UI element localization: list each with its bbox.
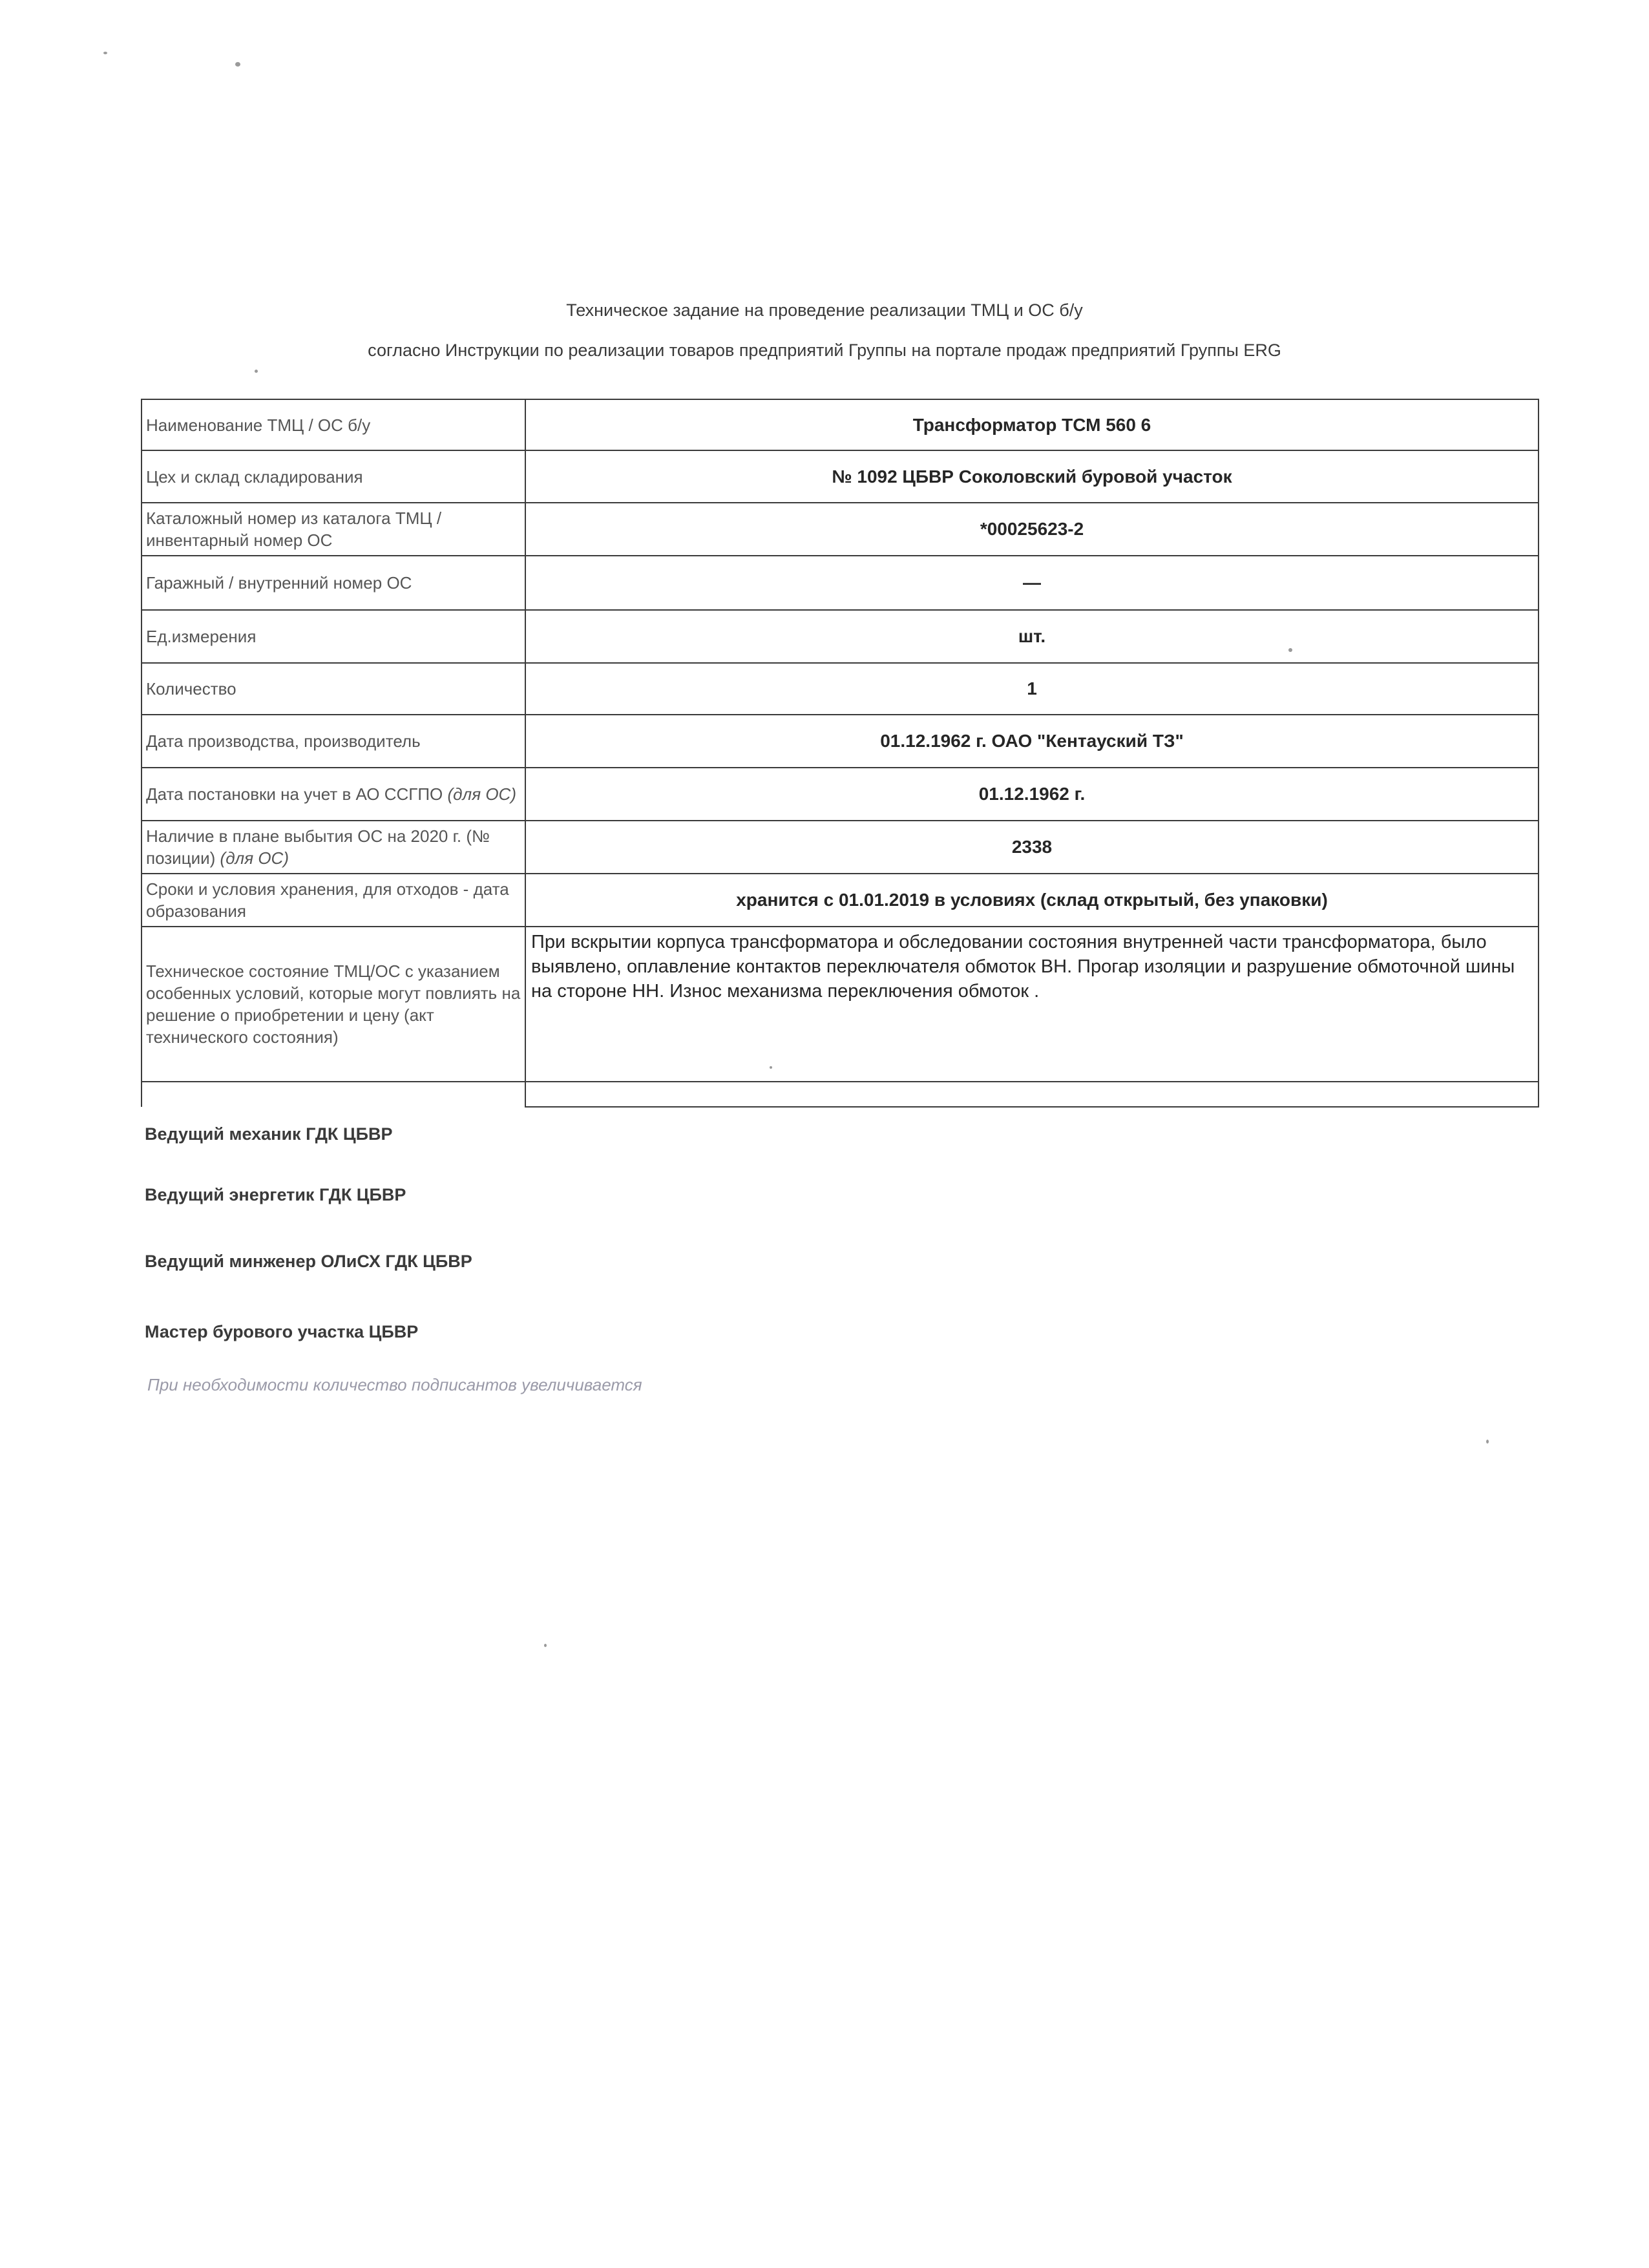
- row-value-storage: № 1092 ЦБВР Соколовский буровой участок: [525, 450, 1539, 503]
- table-row: [142, 503, 1539, 556]
- row-label-manufacture: Дата производства, производитель: [142, 715, 525, 768]
- table-row: [142, 556, 1539, 610]
- table-row: [142, 1082, 1539, 1107]
- row-label-unit: Ед.измерения: [142, 610, 525, 663]
- row-value-registration-date: 01.12.1962 г.: [525, 768, 1539, 821]
- row-value-disposal-plan: 2338: [525, 821, 1539, 874]
- label-text: Наличие в плане выбытия ОС на 2020 г. (№ позиции): [146, 826, 490, 868]
- footnote: При необходимости количество подписантов увеличивается: [147, 1375, 642, 1394]
- row-value-unit: шт.: [525, 610, 1539, 663]
- row-label-garage-number: Гаражный / внутренний номер ОС: [142, 556, 525, 610]
- scan-speck: [235, 62, 240, 67]
- item-info-table: [141, 399, 1539, 1108]
- signatory-power-engineer: Ведущий энергетик ГДК ЦБВР: [145, 1185, 406, 1204]
- table-row: [142, 927, 1539, 1082]
- row-value-item-name: Трансформатор ТСМ 560 6: [525, 399, 1539, 450]
- table-row: [142, 715, 1539, 768]
- row-label-disposal-plan: [142, 821, 525, 874]
- row-label-tech-condition: Техническое состояние ТМЦ/ОС с указанием особенных условий, которые могут повлиять на решение о приобретении и цену (акт технического состояния): [142, 927, 525, 1082]
- scan-speck: [1486, 1440, 1489, 1444]
- row-label-storage: Цех и склад складирования: [142, 450, 525, 503]
- table-row: [142, 450, 1539, 503]
- label-note: (для ОС): [447, 784, 516, 804]
- scan-speck: [255, 370, 258, 373]
- table-row: [142, 874, 1539, 927]
- scan-speck: [103, 52, 107, 54]
- document-title: Техническое задание на проведение реализации ТМЦ и ОС б/у: [566, 300, 1083, 320]
- row-value-quantity: 1: [525, 663, 1539, 715]
- row-value-garage-number: —: [525, 556, 1539, 610]
- row-label-storage-terms: Сроки и условия хранения, для отходов - дата образования: [142, 874, 525, 927]
- document-subtitle: согласно Инструкции по реализации товаров предприятий Группы на портале продаж предприятий Группы ERG: [368, 341, 1281, 360]
- table-row: [142, 610, 1539, 663]
- table-row: [142, 768, 1539, 821]
- row-value-empty: [525, 1082, 1539, 1107]
- signatory-mechanic: Ведущий механик ГДК ЦБВР: [145, 1124, 393, 1144]
- row-value-storage-terms: хранится с 01.01.2019 в условиях (склад открытый, без упаковки): [525, 874, 1539, 927]
- label-text: Дата постановки на учет в АО ССГПО: [146, 784, 443, 804]
- row-label-item-name: Наименование ТМЦ / ОС б/у: [142, 399, 525, 450]
- row-value-manufacture: 01.12.1962 г. ОАО "Кентауский ТЗ": [525, 715, 1539, 768]
- row-label-registration-date: [142, 768, 525, 821]
- scan-speck: [770, 1066, 772, 1069]
- row-label-quantity: Количество: [142, 663, 525, 715]
- table-row: [142, 663, 1539, 715]
- table-row: [142, 821, 1539, 874]
- label-note: (для ОС): [220, 848, 289, 868]
- table-row: [142, 399, 1539, 450]
- row-value-catalog-number: *00025623-2: [525, 503, 1539, 556]
- signatory-drilling-master: Мастер бурового участка ЦБВР: [145, 1322, 419, 1341]
- signatory-engineer: Ведущий минженер ОЛиСХ ГДК ЦБВР: [145, 1252, 472, 1271]
- scan-speck: [544, 1644, 547, 1647]
- row-label-empty: [142, 1082, 525, 1107]
- scan-speck: [1288, 648, 1292, 652]
- row-value-tech-condition: При вскрытии корпуса трансформатора и обследовании состояния внутренней части трансформатора, было выявлено, оплавление контактов переключателя обмоток ВН. Прогар изоляции и разрушение обмоточной шины на стороне НН. Износ механизма переключения обмоток .: [525, 927, 1539, 1082]
- row-label-catalog-number: Каталожный номер из каталога ТМЦ / инвентарный номер ОС: [142, 503, 525, 556]
